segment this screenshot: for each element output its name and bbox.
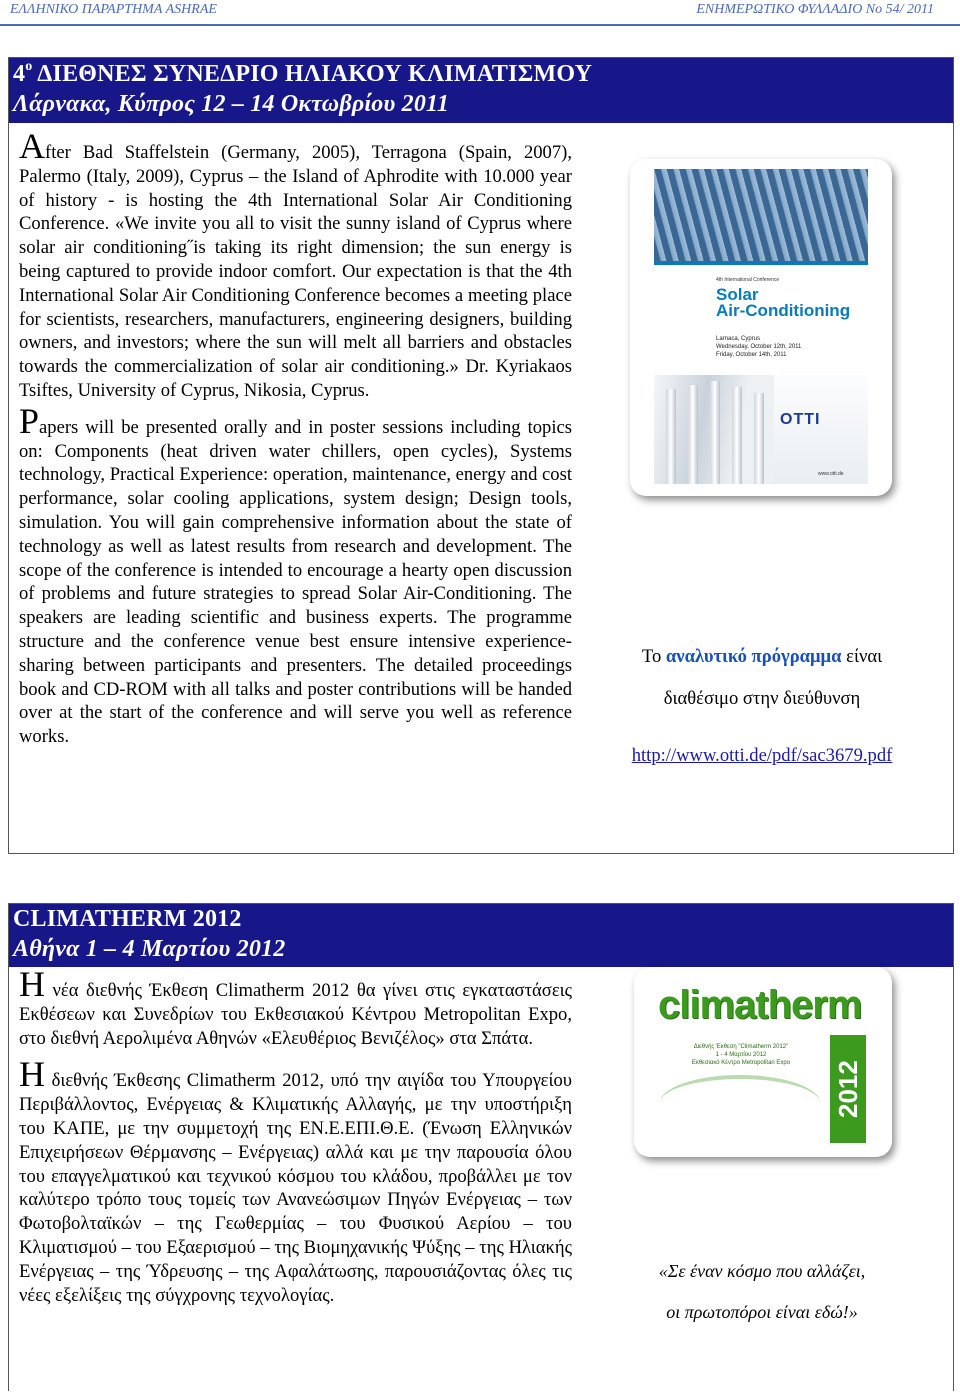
- header-rule: [0, 24, 960, 26]
- conference-banner-title: [13, 61, 592, 88]
- conference-paragraph-1-text: fter Bad Staffelstein (Germany, 2005), Terragona (Spain, 2007), Palermo (Italy, 2009), Cyprus – the Island of Aphrodite with 10.000 year of history - is hosting the 4th International Solar Air Conditioning Conference. «We invite you all to visit the sunny island of Cyprus where solar air conditioning˝is taking its right dimension; the sun energy is being captured to provide indoor comfort. Our expectation is that the 4th International Solar Air Conditioning Conference becomes a meeting place for scientists, researchers, manufacturers, engineering designers, building owners, and investors; where the sun will melt all barriers and obstacles towards the commercialization of solar air conditioning.» Dr. Kyriakaos Tsiftes, University of Cyprus, Nikosia, Cyprus.: [19, 142, 572, 401]
- conference-paragraph-2: [19, 400, 572, 749]
- programme-note-line2: διαθέσιμο στην διεύθυνση: [663, 688, 861, 709]
- logo-caption-line1: Διεθνής Έκθεση "Climatherm 2012": [693, 1044, 789, 1050]
- climatherm-body: [19, 964, 572, 1307]
- climatherm-wordmark: climatherm: [658, 983, 862, 1027]
- cover-meta: [716, 335, 801, 359]
- conference-title-rest: ΔΙΕΘΝΕΣ ΣΥΝΕΔΡΙΟ ΗΛΙΑΚΟΥ ΚΛΙΜΑΤΙΣΜΟΥ: [32, 61, 593, 87]
- cover-title-line1: Solar: [716, 285, 759, 304]
- climatherm-quote-line1: «Σε έναν κόσμο που αλλάζει,: [658, 1261, 866, 1281]
- climatherm-banner-subtitle: Αθήνα 1 – 4 Μαρτίου 2012: [13, 936, 286, 962]
- programme-note-link-wrap: [600, 745, 924, 767]
- cover-url: www.otti.de: [818, 471, 844, 477]
- climatherm-banner: [9, 904, 953, 967]
- cover-meta-end: Friday, October 14th, 2011: [716, 352, 787, 358]
- running-header: [0, 2, 960, 22]
- cover-title-line2: Air-Conditioning: [716, 301, 851, 320]
- cover-meta-place: Larnaca, Cyprus: [716, 336, 761, 342]
- solar-panels-image: [654, 169, 868, 261]
- conference-banner-subtitle: Λάρνακα, Κύπρος 12 – 14 Οκτωβρίου 2011: [13, 91, 450, 117]
- climatherm-logo: [652, 979, 874, 1147]
- dropcap: Η: [19, 1054, 45, 1095]
- climatherm-logo-card: [634, 967, 892, 1157]
- cover-title: [716, 287, 850, 319]
- conference-body: [19, 126, 572, 749]
- climatherm-quote-line2: οι πρωτοπόροι είναι εδώ!»: [666, 1302, 858, 1322]
- conference-ordinal-sup: ο: [25, 59, 33, 74]
- programme-note-suffix: είναι: [841, 646, 883, 667]
- climatherm-paragraph-2: [19, 1054, 572, 1307]
- climatherm-logo-caption: [658, 1043, 824, 1067]
- cover-meta-start: Wednesday, October 12th, 2011: [716, 344, 802, 350]
- dropcap: P: [19, 400, 40, 441]
- programme-note-line1: [612, 646, 912, 668]
- conference-paragraph-2-text: apers will be presented orally and in poster sessions including topics on: Components (heat driven water chillers, open cycles), Systems technology, Practical Experience: operation, maintenance, energy and cost performance, solar cooling applications, system design; Design tools, simulation. You will gain comprehensive information about the state of technology as well as latest results from research and development. The scope of the conference is intended to encourage a hearty open discussion of problems and future strategies to spread Solar Air-Conditioning. The speakers are leading scientific and business experts. The programme structure and the conference venue best ensure intensive experience-sharing between participants and presenters. The detailed proceedings book and CD-ROM with all talks and poster contributions will be handed over at the start of the conference and will serve you well as reference works.: [19, 416, 572, 748]
- logo-swirl: [660, 1075, 820, 1131]
- cover-artwork: [654, 169, 868, 484]
- conference-brochure-cover: [630, 159, 892, 496]
- climatherm-logo-year: 2012: [830, 1035, 866, 1143]
- logo-caption-line3: Εκθεσιακό Κέντρο Metropolitan Expo: [691, 1060, 791, 1066]
- conference-paragraph-1: [19, 126, 572, 403]
- programme-note-highlight: αναλυτικό πρόγραμμα: [665, 646, 842, 667]
- programme-note-prefix: Το: [641, 646, 666, 667]
- conference-banner: [9, 58, 953, 123]
- otti-logo: OTTI: [780, 411, 821, 428]
- programme-link[interactable]: http://www.otti.de/pdf/sac3679.pdf: [631, 745, 893, 766]
- conference-ordinal: 4: [13, 61, 26, 87]
- dropcap: Η: [19, 964, 45, 1004]
- climatherm-paragraph-1-text: νέα διεθνής Έκθεση Climatherm 2012 θα γίνει στις εγκαταστάσεις Εκθέσεων και Συνεδρίων του Εκθεσιακού Κέντρου Metropolitan Expo, στο διεθνή Αερολιμένα Αθηνών «Ελευθέριος Βενιζέλος» στα Σπάτα.: [19, 980, 572, 1049]
- logo-caption-line2: 1 - 4 Μαρτίου 2012: [715, 1052, 767, 1058]
- header-left-text: ΕΛΛΗΝΙΚΟ ΠΑΡΑΡΤΗΜΑ ASHRAE: [10, 2, 217, 17]
- dropcap: A: [19, 126, 45, 166]
- climatherm-paragraph-2-text: διεθνής Έκθεσης Climatherm 2012, υπό την αιγίδα του Υπουργείου Περιβάλλοντος, Ενέργειας & Κλιματικής Αλλαγής, με την υποστήριξη του ΚΑΠΕ, με την συμμετοχή της ΕΝ.Ε.ΕΠΙ.Θ.Ε. (Ένωση Ελληνικών Επιχειρήσεων Θέρμανσης – Ενέργειας) αλλά και με την παρουσία όλου του επαγγελματικού και τεχνικού κόσμου του κλάδου, προβάλλει με τον καλύτερο τρόπο τους τομείς των Ανανεώσιμων Πηγών Ενέργειας – των Φωτοβολταϊκών – της Γεωθερμίας – του Φυσικού Αερίου – του Κλιματισμού – του Εξαερισμού – της Βιομηχανικής Ψύξης – της Ηλιακής Ενέργειας – της Ύδρευσης – της Αφαλάτωσης, παρουσιάζοντας όλες τις νέες εξελίξεις της σύγχρονης τεχνολογίας.: [19, 1070, 572, 1306]
- cover-conference-label: 4th International Conference: [716, 277, 780, 283]
- header-right-text: ΕΝΗΜΕΡΩΤΙΚΟ ΦΥΛΛΑΔΙΟ Νο 54/ 2011: [696, 2, 934, 17]
- temple-columns-image: [654, 375, 774, 484]
- climatherm-banner-title: CLIMATHERM 2012: [13, 906, 242, 932]
- climatherm-paragraph-1: [19, 964, 572, 1050]
